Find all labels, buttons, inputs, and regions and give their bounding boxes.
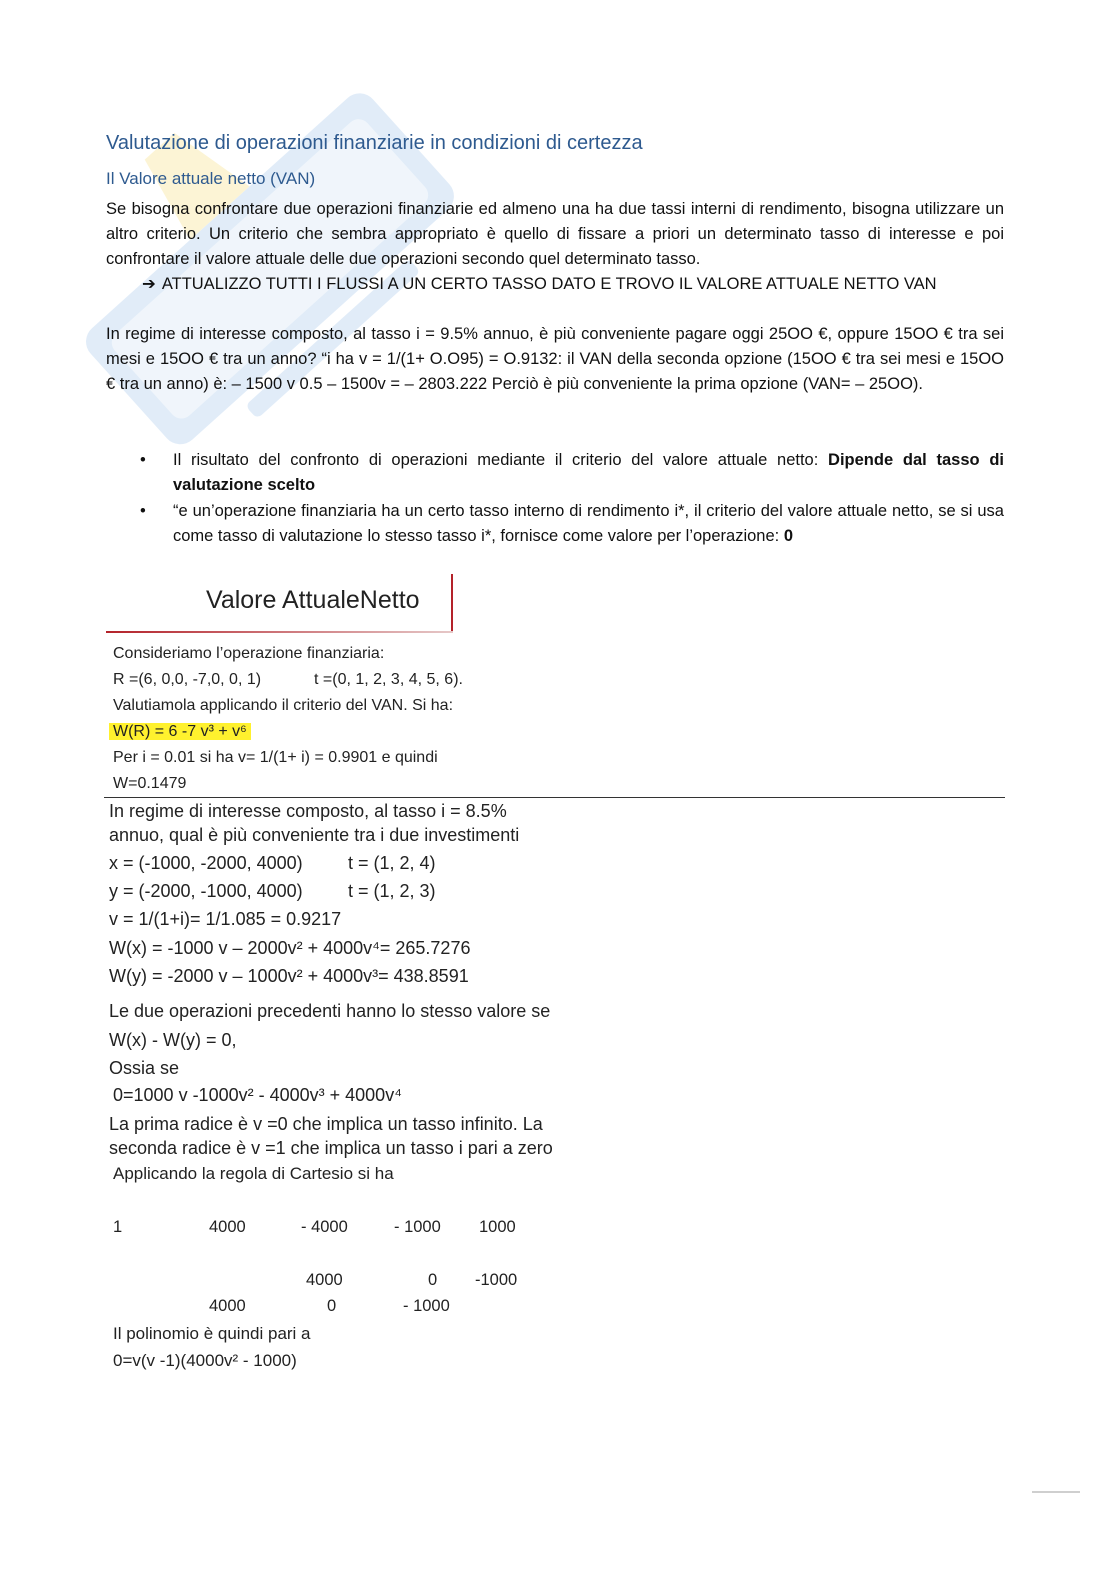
slide-line: Applicando la regola di Cartesio si ha xyxy=(113,1164,394,1183)
ruffini-cell: 1 xyxy=(113,1218,123,1236)
bullet-list xyxy=(106,448,1004,550)
slide-line: t = (1, 2, 4) xyxy=(348,853,436,873)
ruffini-cell: -1000 xyxy=(475,1271,518,1289)
slide-line: t = (1, 2, 3) xyxy=(348,881,436,901)
ruffini-cell: - 1000 xyxy=(394,1218,441,1236)
slide-line: y = (-2000, -1000, 4000) xyxy=(109,881,303,901)
slide-line: W=0.1479 xyxy=(113,775,187,792)
subsection-title: Il Valore attuale netto (VAN) xyxy=(106,169,316,188)
slide-accent-bar xyxy=(451,574,453,632)
slide-line: W(x) - W(y) = 0, xyxy=(109,1030,237,1050)
list-item: • Il risultato del confronto di operazioni mediante il criterio del valore attuale netto: Dipende dal tasso di valutazione scelto xyxy=(106,448,1004,498)
bullet-icon: • xyxy=(140,451,146,469)
final-formula: 0=v(v -1)(4000v² - 1000) xyxy=(113,1351,297,1370)
arrow-note xyxy=(142,272,937,297)
slide-line: x = (-1000, -2000, 4000) xyxy=(109,853,303,873)
divider xyxy=(104,797,1005,798)
slide-line: 0=1000 v -1000v² - 4000v³ + 4000v⁴ xyxy=(113,1085,402,1105)
ruffini-cell: 4000 xyxy=(306,1271,343,1289)
page-footer-line xyxy=(1032,1491,1080,1493)
ruffini-cell: - 4000 xyxy=(301,1218,348,1236)
ruffini-cell: 0 xyxy=(428,1271,438,1289)
intro-paragraph: Se bisogna confrontare due operazioni finanziarie ed almeno una ha due tassi interni di rendimento, bisogna utilizzare un altro criterio. Un criterio che sembra appropriato è quello di fissare a priori un determinato tasso di interesse e poi confrontare il valore attuale delle due operazioni secondo quel determinato tasso. xyxy=(106,200,1004,268)
ruffini-cell: 1000 xyxy=(479,1218,516,1236)
ruffini-cell: - 1000 xyxy=(403,1297,450,1315)
highlighted-formula: W(R) = 6 -7 v³ + v⁶ xyxy=(109,721,251,743)
slide-title: Valore AttualeNetto xyxy=(206,586,420,614)
slide-line: v = 1/(1+i)= 1/1.085 = 0.9217 xyxy=(109,909,342,929)
slide-line: Le due operazioni precedenti hanno lo stesso valore se xyxy=(109,1001,551,1021)
slide-line: Ossia se xyxy=(109,1058,180,1078)
slide-line: W(x) = -1000 v – 2000v² + 4000v⁴= 265.7276 xyxy=(109,938,471,958)
arrow-right-icon: ➔ xyxy=(142,275,156,293)
ruffini-cell: 0 xyxy=(327,1297,337,1315)
slide-line: La prima radice è v =0 che implica un tasso infinito. La xyxy=(109,1114,543,1134)
slide-line: Il polinomio è quindi pari a xyxy=(113,1324,311,1343)
slide-line: R =(6, 0,0, -7,0, 0, 1) xyxy=(113,671,262,688)
slide-line: In regime di interesse composto, al tasso i = 8.5% xyxy=(109,801,507,821)
bullet-icon: • xyxy=(140,502,146,520)
slide-line: W(y) = -2000 v – 1000v² + 4000v³= 438.8591 xyxy=(109,966,469,986)
slide-line: seconda radice è v =1 che implica un tasso i pari a zero xyxy=(109,1138,553,1158)
slide-line: Valutiamola applicando il criterio del VAN. Si ha: xyxy=(113,697,454,714)
arrow-note-text: ATTUALIZZO TUTTI I FLUSSI A UN CERTO TASSO DATO E TROVO IL VALORE ATTUALE NETTO VAN xyxy=(161,275,937,293)
example-paragraph: In regime di interesse composto, al tasso i = 9.5% annuo, è più conveniente pagare oggi 25OO €, oppure 15OO € tra sei mesi e 15OO € tra un anno? “i ha v = 1/(1+ O.O95) = O.9132: il VAN della seconda opzione (15OO € tra sei mesi e 15OO € tra un anno) è: – 1500 v 0.5 – 1500v = – 2803.222 Perciò è più conveniente la prima opzione (VAN= – 25OO). xyxy=(106,325,1004,393)
slide-accent-rule xyxy=(106,631,453,633)
section-title: Valutazione di operazioni finanziarie in condizioni di certezza xyxy=(106,132,643,154)
ruffini-cell: 4000 xyxy=(209,1218,246,1236)
list-item: • “e un’operazione finanziaria ha un certo tasso interno di rendimento i*, il criterio del valore attuale netto, se si usa come tasso di valutazione lo stesso tasso i*, fornisce come valore per l’operazione: 0 xyxy=(106,499,1004,549)
slide-line: Per i = 0.01 si ha v= 1/(1+ i) = 0.9901 e quindi xyxy=(113,749,438,766)
slide-line: annuo, qual è più conveniente tra i due investimenti xyxy=(109,825,520,845)
ruffini-cell: 4000 xyxy=(209,1297,246,1315)
slide-line: t =(0, 1, 2, 3, 4, 5, 6). xyxy=(314,671,463,688)
slide-line: Consideriamo l’operazione finanziaria: xyxy=(113,645,385,662)
